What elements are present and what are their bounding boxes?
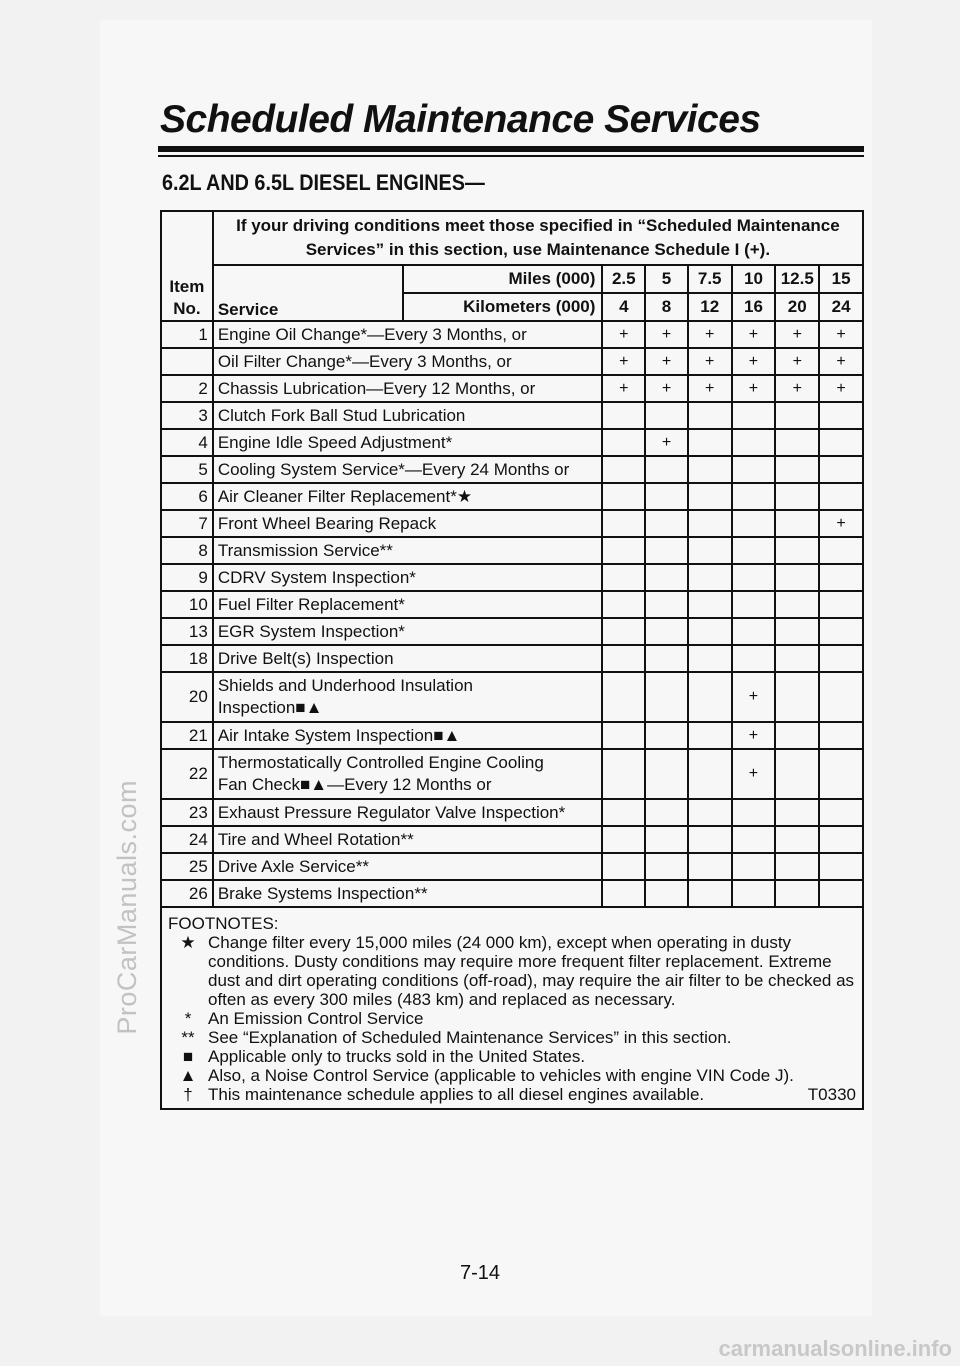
table-row: [161, 799, 863, 826]
schedule-mark: [819, 591, 863, 618]
schedule-mark: [732, 826, 776, 853]
table-row: [161, 722, 863, 749]
schedule-mark: [602, 564, 645, 591]
item-number: 23: [161, 799, 213, 826]
table-row: [161, 348, 863, 375]
schedule-mark: +: [732, 348, 776, 375]
footnote-body: An Emission Control Service: [208, 1009, 424, 1028]
footnote-symbol: †: [183, 1085, 193, 1104]
schedule-mark: +: [775, 348, 819, 375]
schedule-mark: +: [645, 321, 688, 348]
footnote-symbol: *: [184, 1009, 192, 1028]
service-description: [213, 429, 603, 456]
service-description: [213, 483, 603, 510]
schedule-mark: [602, 618, 645, 645]
schedule-mark: [602, 402, 645, 429]
table-row: [161, 483, 863, 510]
schedule-mark: [688, 672, 732, 722]
table-row: [161, 826, 863, 853]
kilometers-label: Kilometers (000): [403, 293, 603, 321]
schedule-mark: [732, 456, 776, 483]
miles-interval-header: 12.5: [775, 265, 819, 293]
schedule-mark: +: [645, 348, 688, 375]
kilometers-interval-header: 20: [775, 293, 819, 321]
schedule-mark: [688, 564, 732, 591]
title-rule-thick: [158, 146, 864, 152]
page-number: 7-14: [459, 1262, 501, 1284]
item-number: 6: [161, 483, 213, 510]
item-number: 1: [161, 321, 213, 348]
schedule-mark: [819, 672, 863, 722]
schedule-mark: +: [645, 375, 688, 402]
schedule-mark: [602, 672, 645, 722]
schedule-mark: [819, 853, 863, 880]
schedule-mark: [732, 591, 776, 618]
schedule-mark: [645, 456, 688, 483]
table-row: [161, 591, 863, 618]
schedule-mark: [819, 645, 863, 672]
item-number: 9: [161, 564, 213, 591]
service-description: [213, 799, 603, 826]
schedule-mark: [775, 537, 819, 564]
footnote-symbol: ★: [180, 933, 196, 952]
schedule-mark: +: [645, 429, 688, 456]
schedule-mark: [732, 402, 776, 429]
schedule-mark: [645, 618, 688, 645]
schedule-mark: [645, 510, 688, 537]
schedule-mark: [688, 722, 732, 749]
footnote-item: [168, 1066, 856, 1085]
schedule-mark: [775, 483, 819, 510]
schedule-mark: [775, 645, 819, 672]
service-text: Front Wheel Bearing Repack: [217, 513, 437, 533]
schedule-mark: [688, 429, 732, 456]
schedule-mark: [645, 799, 688, 826]
service-text: Clutch Fork Ball Stud Lubrication: [217, 405, 466, 425]
footnote-text: [208, 1028, 856, 1047]
table-row: [161, 749, 863, 799]
table-row: [161, 510, 863, 537]
footnote-body: This maintenance schedule applies to all diesel engines available.: [208, 1085, 705, 1104]
schedule-mark: [688, 749, 732, 799]
schedule-mark: [645, 853, 688, 880]
schedule-mark: [688, 826, 732, 853]
schedule-mark: +: [732, 672, 776, 722]
schedule-mark: [819, 749, 863, 799]
item-number: 5: [161, 456, 213, 483]
service-description: [213, 645, 603, 672]
schedule-mark: [775, 510, 819, 537]
watermark-procarmanuals: ProCarManuals.com: [112, 780, 142, 1035]
service-text: Shields and Underhood Insulation: [217, 676, 473, 695]
service-description: [213, 749, 603, 799]
item-number: 7: [161, 510, 213, 537]
table-row: [161, 618, 863, 645]
service-text: Engine Oil Change*—Every 3 Months, or: [217, 324, 527, 344]
schedule-mark: [775, 564, 819, 591]
service-text: Air Cleaner Filter Replacement*★: [217, 486, 473, 506]
service-description: [213, 402, 603, 429]
schedule-mark: [602, 483, 645, 510]
schedule-mark: +: [775, 375, 819, 402]
schedule-mark: [688, 880, 732, 907]
service-text: CDRV System Inspection*: [217, 567, 416, 587]
item-number: [161, 348, 213, 375]
footnotes-title: FOOTNOTES:: [168, 914, 279, 933]
schedule-mark: +: [602, 321, 645, 348]
service-description: [213, 591, 603, 618]
schedule-mark: [602, 799, 645, 826]
schedule-mark: [645, 722, 688, 749]
service-text: Oil Filter Change*—Every 3 Months, or: [217, 351, 512, 371]
schedule-mark: +: [602, 348, 645, 375]
schedule-mark: [645, 880, 688, 907]
footnote-item: [168, 1009, 856, 1028]
miles-interval-header: 5: [645, 265, 688, 293]
schedule-mark: [775, 799, 819, 826]
service-text: Brake Systems Inspection**: [217, 883, 428, 903]
kilometers-interval-header: 12: [688, 293, 732, 321]
service-description: [213, 853, 603, 880]
footnote-text: [208, 1085, 856, 1104]
schedule-mark: [602, 510, 645, 537]
footnote-text: [208, 1066, 856, 1085]
schedule-mark: [775, 880, 819, 907]
item-number-header: Item No.: [161, 211, 213, 321]
schedule-mark: [775, 456, 819, 483]
item-number: 3: [161, 402, 213, 429]
service-description: [213, 722, 603, 749]
schedule-mark: [645, 564, 688, 591]
schedule-mark: [688, 537, 732, 564]
schedule-mark: [775, 402, 819, 429]
service-text: Drive Axle Service**: [217, 856, 369, 876]
schedule-mark: [688, 618, 732, 645]
service-text: Tire and Wheel Rotation**: [217, 829, 414, 849]
schedule-mark: +: [732, 722, 776, 749]
table-row: [161, 456, 863, 483]
footnote-item: [168, 933, 856, 1009]
service-description: [213, 618, 603, 645]
schedule-mark: [688, 483, 732, 510]
service-text: Fuel Filter Replacement*: [217, 594, 405, 614]
schedule-mark: [602, 456, 645, 483]
schedule-mark: [602, 722, 645, 749]
schedule-mark: +: [602, 375, 645, 402]
service-description: [213, 537, 603, 564]
miles-interval-header: 2.5: [602, 265, 645, 293]
schedule-mark: +: [688, 348, 732, 375]
schedule-mark: [732, 483, 776, 510]
title-rule-thin: [158, 155, 864, 157]
footnote-symbol: ▲: [179, 1066, 197, 1085]
schedule-mark: [688, 456, 732, 483]
schedule-mark: [602, 429, 645, 456]
footnote-body: See “Explanation of Scheduled Maintenance Services” in this section.: [208, 1028, 732, 1047]
schedule-mark: [688, 645, 732, 672]
schedule-mark: [645, 645, 688, 672]
footnote-text: [208, 1009, 856, 1028]
section-subtitle: 6.2L AND 6.5L DIESEL ENGINES—: [162, 170, 485, 195]
schedule-mark: [732, 799, 776, 826]
schedule-mark: [602, 645, 645, 672]
service-description: [213, 510, 603, 537]
service-header: Service: [213, 265, 403, 321]
kilometers-interval-header: 24: [819, 293, 863, 321]
footnote-symbol: ■: [182, 1047, 194, 1066]
schedule-mark: [819, 618, 863, 645]
table-row: [161, 645, 863, 672]
schedule-mark: +: [732, 749, 776, 799]
schedule-mark: [688, 402, 732, 429]
schedule-mark: +: [775, 321, 819, 348]
miles-label: Miles (000): [403, 265, 603, 293]
service-text: Drive Belt(s) Inspection: [217, 648, 394, 668]
miles-interval-header: 7.5: [688, 265, 732, 293]
item-number: 25: [161, 853, 213, 880]
schedule-mark: +: [732, 321, 776, 348]
maintenance-schedule-table: [160, 210, 864, 1110]
service-description: [213, 672, 603, 722]
service-text: Exhaust Pressure Regulator Valve Inspection*: [217, 802, 566, 822]
footnote-item: [168, 1028, 856, 1047]
footnote-text: [208, 933, 856, 1009]
page-title: Scheduled Maintenance Services: [160, 98, 761, 141]
schedule-mark: [775, 853, 819, 880]
schedule-mark: [645, 749, 688, 799]
service-text: Chassis Lubrication—Every 12 Months, or: [217, 378, 536, 398]
item-number: 10: [161, 591, 213, 618]
schedule-mark: [732, 564, 776, 591]
table-row: [161, 880, 863, 907]
schedule-mark: [602, 853, 645, 880]
watermark-carmanualsonline: carmanualsonline.info: [718, 1336, 952, 1361]
schedule-mark: +: [819, 348, 863, 375]
schedule-mark: [732, 510, 776, 537]
table-row: [161, 402, 863, 429]
schedule-mark: [732, 880, 776, 907]
schedule-mark: [819, 483, 863, 510]
footnote-item: [168, 1085, 856, 1104]
schedule-mark: +: [819, 321, 863, 348]
schedule-mark: [819, 799, 863, 826]
schedule-mark: [819, 880, 863, 907]
kilometers-interval-header: 4: [602, 293, 645, 321]
footnote-body: Applicable only to trucks sold in the United States.: [208, 1047, 586, 1066]
schedule-mark: [775, 618, 819, 645]
footnotes-block: [161, 907, 863, 1109]
service-description: [213, 375, 603, 402]
table-code: T0330: [807, 1085, 856, 1104]
driving-conditions-banner: If your driving conditions meet those specified in “Scheduled Maintenance Services” in this section, use Maintenance Schedule I (+).: [213, 211, 863, 265]
table-row: [161, 672, 863, 722]
service-description: [213, 456, 603, 483]
table-row: [161, 853, 863, 880]
schedule-mark: [732, 429, 776, 456]
schedule-mark: +: [819, 375, 863, 402]
schedule-mark: [645, 826, 688, 853]
service-text: Thermostatically Controlled Engine Cooling: [217, 753, 544, 772]
schedule-mark: [819, 429, 863, 456]
schedule-mark: [688, 510, 732, 537]
service-description: [213, 321, 603, 348]
footnote-text: [208, 1047, 856, 1066]
item-number: 22: [161, 749, 213, 799]
schedule-mark: [775, 749, 819, 799]
item-number: 24: [161, 826, 213, 853]
schedule-mark: [602, 826, 645, 853]
table-row: [161, 564, 863, 591]
item-number: 2: [161, 375, 213, 402]
schedule-mark: [645, 672, 688, 722]
item-number: 8: [161, 537, 213, 564]
schedule-mark: [732, 853, 776, 880]
service-description: [213, 880, 603, 907]
schedule-mark: [602, 537, 645, 564]
schedule-mark: [645, 483, 688, 510]
schedule-mark: [819, 722, 863, 749]
table-row: [161, 375, 863, 402]
schedule-mark: [688, 799, 732, 826]
service-description: [213, 826, 603, 853]
kilometers-interval-header: 16: [732, 293, 776, 321]
schedule-mark: [732, 618, 776, 645]
service-description: [213, 564, 603, 591]
schedule-mark: [645, 591, 688, 618]
item-number: 13: [161, 618, 213, 645]
schedule-mark: [775, 429, 819, 456]
table-row: [161, 321, 863, 348]
table-row: [161, 537, 863, 564]
service-text: Engine Idle Speed Adjustment*: [217, 432, 453, 452]
miles-interval-header: 15: [819, 265, 863, 293]
item-number: 20: [161, 672, 213, 722]
item-number: 4: [161, 429, 213, 456]
service-text: Transmission Service**: [217, 540, 393, 560]
schedule-mark: [819, 564, 863, 591]
schedule-mark: [819, 826, 863, 853]
table-row: [161, 429, 863, 456]
miles-interval-header: 10: [732, 265, 776, 293]
schedule-mark: [645, 537, 688, 564]
schedule-mark: [819, 402, 863, 429]
schedule-mark: [775, 591, 819, 618]
service-text-continued: Fan Check■▲—Every 12 Months or: [217, 775, 492, 794]
service-description: [213, 348, 603, 375]
schedule-mark: [775, 722, 819, 749]
schedule-mark: +: [688, 375, 732, 402]
schedule-mark: [732, 537, 776, 564]
schedule-mark: [819, 456, 863, 483]
schedule-mark: [732, 645, 776, 672]
schedule-mark: [775, 672, 819, 722]
service-text-continued: Inspection■▲: [217, 698, 323, 717]
schedule-mark: [819, 537, 863, 564]
schedule-mark: [688, 591, 732, 618]
footnote-body: Also, a Noise Control Service (applicable to vehicles with engine VIN Code J).: [208, 1066, 794, 1085]
service-text: EGR System Inspection*: [217, 621, 405, 641]
service-text: Cooling System Service*—Every 24 Months or: [217, 459, 570, 479]
item-number: 26: [161, 880, 213, 907]
service-text: Air Intake System Inspection■▲: [217, 725, 461, 745]
item-number: 18: [161, 645, 213, 672]
schedule-mark: +: [732, 375, 776, 402]
footnote-body: Change filter every 15,000 miles (24 000 km), except when operating in dusty conditions. Dusty conditions may require more frequent filter replacement. Extreme dust and dirt operating conditions (off-road), may require the air filter to be checked as often as every 300 miles (483 km) and replaced as necessary.: [208, 933, 855, 1009]
kilometers-interval-header: 8: [645, 293, 688, 321]
footnote-symbol: **: [181, 1028, 195, 1047]
schedule-mark: [602, 880, 645, 907]
schedule-mark: [645, 402, 688, 429]
schedule-mark: [775, 826, 819, 853]
schedule-mark: +: [688, 321, 732, 348]
item-number: 21: [161, 722, 213, 749]
footnote-item: [168, 1047, 856, 1066]
schedule-mark: [602, 749, 645, 799]
schedule-mark: +: [819, 510, 863, 537]
schedule-mark: [688, 853, 732, 880]
schedule-mark: [602, 591, 645, 618]
